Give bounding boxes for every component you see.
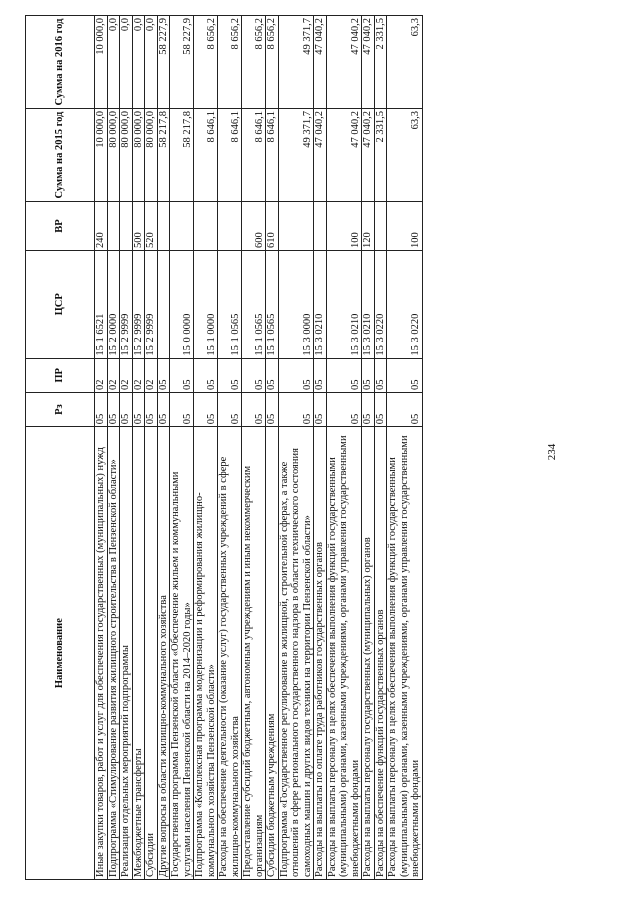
cell-vr bbox=[374, 202, 387, 251]
cell-name: Подпрограмма «Стимулирование развития жилищного строительства в Пензенской области» bbox=[107, 427, 120, 880]
cell-pr: 05 bbox=[278, 358, 314, 392]
cell-name: Расходы на выплаты персоналу государственных (муниципальных) органов bbox=[362, 427, 375, 880]
cell-vr: 240 bbox=[95, 202, 108, 251]
cell-pr: 05 bbox=[326, 358, 362, 392]
cell-sum-2016: 2 331,5 bbox=[374, 16, 387, 109]
cell-pr: 02 bbox=[120, 358, 133, 392]
cell-pr: 05 bbox=[170, 358, 194, 392]
table-row bbox=[278, 16, 314, 880]
cell-vr bbox=[107, 202, 120, 251]
cell-pr: 05 bbox=[374, 358, 387, 392]
cell-pr: 05 bbox=[387, 358, 423, 392]
cell-name: Иные закупки товаров, работ и услуг для обеспечения государственных (муниципальных) нужд bbox=[95, 427, 108, 880]
cell-vr: 600 bbox=[242, 202, 266, 251]
table-row bbox=[266, 16, 279, 880]
cell-sum-2016: 0,0 bbox=[145, 16, 158, 109]
cell-sum-2016: 8 656,2 bbox=[242, 16, 266, 109]
cell-csr: 15 1 0565 bbox=[266, 250, 279, 358]
cell-sum-2015: 8 646,1 bbox=[242, 109, 266, 202]
cell-name: Подпрограмма «Государственное регулирование в жилищной, строительной сферах, а также отношений в сфере регионального государственного надзора в области технического состояния самоходных машин и других видов техники на территории Пензенской области» bbox=[278, 427, 314, 880]
table-row bbox=[242, 16, 266, 880]
table-row bbox=[326, 16, 362, 880]
rotated-page bbox=[25, 15, 559, 880]
cell-csr: 15 1 0565 bbox=[218, 250, 242, 358]
cell-vr bbox=[218, 202, 242, 251]
cell-vr bbox=[157, 202, 170, 251]
cell-sum-2016: 47 040,2 bbox=[326, 16, 362, 109]
cell-name: Государственная программа Пензенской области «Обеспечение жильем и коммунальными услугами населения Пензенской области на 2014–2020 годы» bbox=[170, 427, 194, 880]
cell-sum-2016: 0,0 bbox=[120, 16, 133, 109]
cell-sum-2015: 8 646,1 bbox=[194, 109, 218, 202]
cell-sum-2016: 47 040,2 bbox=[362, 16, 375, 109]
cell-sum-2015: 47 040,2 bbox=[326, 109, 362, 202]
cell-sum-2016: 0,0 bbox=[107, 16, 120, 109]
header-pr: ПР bbox=[26, 358, 95, 392]
cell-pr: 02 bbox=[145, 358, 158, 392]
cell-csr: 15 3 0220 bbox=[387, 250, 423, 358]
cell-name: Расходы на обеспечение функций государственных органов bbox=[374, 427, 387, 880]
cell-name: Межбюджетные трансферты bbox=[132, 427, 145, 880]
cell-sum-2016: 58 227,9 bbox=[170, 16, 194, 109]
cell-csr: 15 1 0565 bbox=[242, 250, 266, 358]
cell-pr: 05 bbox=[242, 358, 266, 392]
cell-sum-2016: 0,0 bbox=[132, 16, 145, 109]
cell-name: Расходы на выплаты персоналу в целях обеспечения выполнения функций государственными (муниципальными) органами, казенными учреждениями, органами управления государственными внебюджетными фондами bbox=[387, 427, 423, 880]
cell-rz: 05 bbox=[278, 392, 314, 426]
table-row bbox=[132, 16, 145, 880]
cell-vr: 100 bbox=[387, 202, 423, 251]
cell-rz: 05 bbox=[326, 392, 362, 426]
table-row bbox=[95, 16, 108, 880]
cell-csr: 15 3 0210 bbox=[362, 250, 375, 358]
cell-csr: 15 1 6521 bbox=[95, 250, 108, 358]
cell-pr: 02 bbox=[95, 358, 108, 392]
header-rz: Рз bbox=[26, 392, 95, 426]
cell-name: Подпрограмма «Комплексная программа модернизации и реформирования жилищно-коммунального хозяйства Пензенской области» bbox=[194, 427, 218, 880]
cell-sum-2016: 10 000,0 bbox=[95, 16, 108, 109]
cell-sum-2015: 2 331,5 bbox=[374, 109, 387, 202]
cell-sum-2016: 8 656,2 bbox=[194, 16, 218, 109]
cell-rz: 05 bbox=[362, 392, 375, 426]
cell-name: Субсидии бюджетным учреждениям bbox=[266, 427, 279, 880]
cell-vr: 500 bbox=[132, 202, 145, 251]
cell-sum-2016: 8 656,2 bbox=[218, 16, 242, 109]
cell-rz: 05 bbox=[120, 392, 133, 426]
cell-csr bbox=[157, 250, 170, 358]
cell-rz: 05 bbox=[194, 392, 218, 426]
cell-rz: 05 bbox=[145, 392, 158, 426]
cell-pr: 02 bbox=[107, 358, 120, 392]
cell-sum-2015: 80 000,0 bbox=[120, 109, 133, 202]
cell-sum-2015: 80 000,0 bbox=[145, 109, 158, 202]
cell-rz: 05 bbox=[374, 392, 387, 426]
table-row bbox=[145, 16, 158, 880]
table-row bbox=[387, 16, 423, 880]
cell-sum-2016: 49 371,7 bbox=[278, 16, 314, 109]
cell-name: Расходы на обеспечение деятельности (оказание услуг) государственных учреждений в сфере жилищно-коммунального хозяйства bbox=[218, 427, 242, 880]
table-row bbox=[170, 16, 194, 880]
cell-name: Предоставление субсидий бюджетным, автономным учреждениям и иным некоммерческим организациям bbox=[242, 427, 266, 880]
cell-sum-2015: 47 040,2 bbox=[314, 109, 327, 202]
cell-sum-2015: 49 371,7 bbox=[278, 109, 314, 202]
table-header-row bbox=[26, 16, 95, 880]
cell-vr bbox=[194, 202, 218, 251]
cell-rz: 05 bbox=[218, 392, 242, 426]
cell-rz: 05 bbox=[314, 392, 327, 426]
cell-rz: 05 bbox=[242, 392, 266, 426]
header-sum-2016: Сумма на 2016 год bbox=[26, 16, 95, 109]
header-vr: ВР bbox=[26, 202, 95, 251]
cell-sum-2016: 47 040,2 bbox=[314, 16, 327, 109]
cell-vr bbox=[278, 202, 314, 251]
cell-csr: 15 2 9999 bbox=[120, 250, 133, 358]
cell-sum-2015: 47 040,2 bbox=[362, 109, 375, 202]
cell-rz: 05 bbox=[266, 392, 279, 426]
cell-vr bbox=[314, 202, 327, 251]
cell-csr: 15 3 0210 bbox=[314, 250, 327, 358]
header-csr: ЦСР bbox=[26, 250, 95, 358]
cell-sum-2015: 8 646,1 bbox=[218, 109, 242, 202]
cell-sum-2015: 58 217,8 bbox=[170, 109, 194, 202]
cell-rz: 05 bbox=[95, 392, 108, 426]
cell-name: Субсидии bbox=[145, 427, 158, 880]
cell-csr: 15 2 0000 bbox=[107, 250, 120, 358]
cell-name: Реализация отдельных мероприятий подпрограммы bbox=[120, 427, 133, 880]
cell-pr: 05 bbox=[314, 358, 327, 392]
cell-vr: 120 bbox=[362, 202, 375, 251]
cell-pr: 02 bbox=[132, 358, 145, 392]
cell-vr bbox=[170, 202, 194, 251]
cell-csr: 15 3 0220 bbox=[374, 250, 387, 358]
cell-vr bbox=[120, 202, 133, 251]
cell-sum-2015: 80 000,0 bbox=[107, 109, 120, 202]
cell-rz: 05 bbox=[170, 392, 194, 426]
cell-csr: 15 3 0210 bbox=[326, 250, 362, 358]
cell-pr: 05 bbox=[362, 358, 375, 392]
table-body bbox=[95, 16, 423, 880]
cell-csr: 15 0 0000 bbox=[170, 250, 194, 358]
cell-sum-2016: 63,3 bbox=[387, 16, 423, 109]
cell-rz: 05 bbox=[132, 392, 145, 426]
cell-vr: 610 bbox=[266, 202, 279, 251]
cell-pr: 05 bbox=[157, 358, 170, 392]
header-sum-2015: Сумма на 2015 год bbox=[26, 109, 95, 202]
cell-vr: 520 bbox=[145, 202, 158, 251]
cell-sum-2015: 10 000,0 bbox=[95, 109, 108, 202]
cell-pr: 05 bbox=[218, 358, 242, 392]
cell-csr: 15 1 0000 bbox=[194, 250, 218, 358]
cell-csr: 15 3 0000 bbox=[278, 250, 314, 358]
cell-csr: 15 2 9999 bbox=[145, 250, 158, 358]
table-row bbox=[362, 16, 375, 880]
budget-table bbox=[25, 15, 423, 880]
cell-name: Расходы на выплаты персоналу в целях обеспечения выполнения функций государственными (муниципальными) органами, казенными учреждениями, органами управления государственными внебюджетными фондами bbox=[326, 427, 362, 880]
cell-rz: 05 bbox=[157, 392, 170, 426]
page-number: 234 bbox=[546, 443, 558, 461]
table-row bbox=[218, 16, 242, 880]
cell-sum-2015: 8 646,1 bbox=[266, 109, 279, 202]
table-row bbox=[157, 16, 170, 880]
cell-name: Другие вопросы в области жилищно-коммунального хозяйства bbox=[157, 427, 170, 880]
table-row bbox=[314, 16, 327, 880]
cell-csr: 15 2 9999 bbox=[132, 250, 145, 358]
cell-sum-2015: 80 000,0 bbox=[132, 109, 145, 202]
cell-rz: 05 bbox=[387, 392, 423, 426]
table-row bbox=[107, 16, 120, 880]
cell-sum-2015: 58 217,8 bbox=[157, 109, 170, 202]
cell-sum-2016: 58 227,9 bbox=[157, 16, 170, 109]
cell-sum-2015: 63,3 bbox=[387, 109, 423, 202]
cell-pr: 05 bbox=[194, 358, 218, 392]
cell-sum-2016: 8 656,2 bbox=[266, 16, 279, 109]
table-row bbox=[120, 16, 133, 880]
cell-vr: 100 bbox=[326, 202, 362, 251]
cell-name: Расходы на выплаты по оплате труда работников государственных органов bbox=[314, 427, 327, 880]
cell-rz: 05 bbox=[107, 392, 120, 426]
header-name: Наименование bbox=[26, 427, 95, 880]
cell-pr: 05 bbox=[266, 358, 279, 392]
table-row bbox=[374, 16, 387, 880]
table-row bbox=[194, 16, 218, 880]
